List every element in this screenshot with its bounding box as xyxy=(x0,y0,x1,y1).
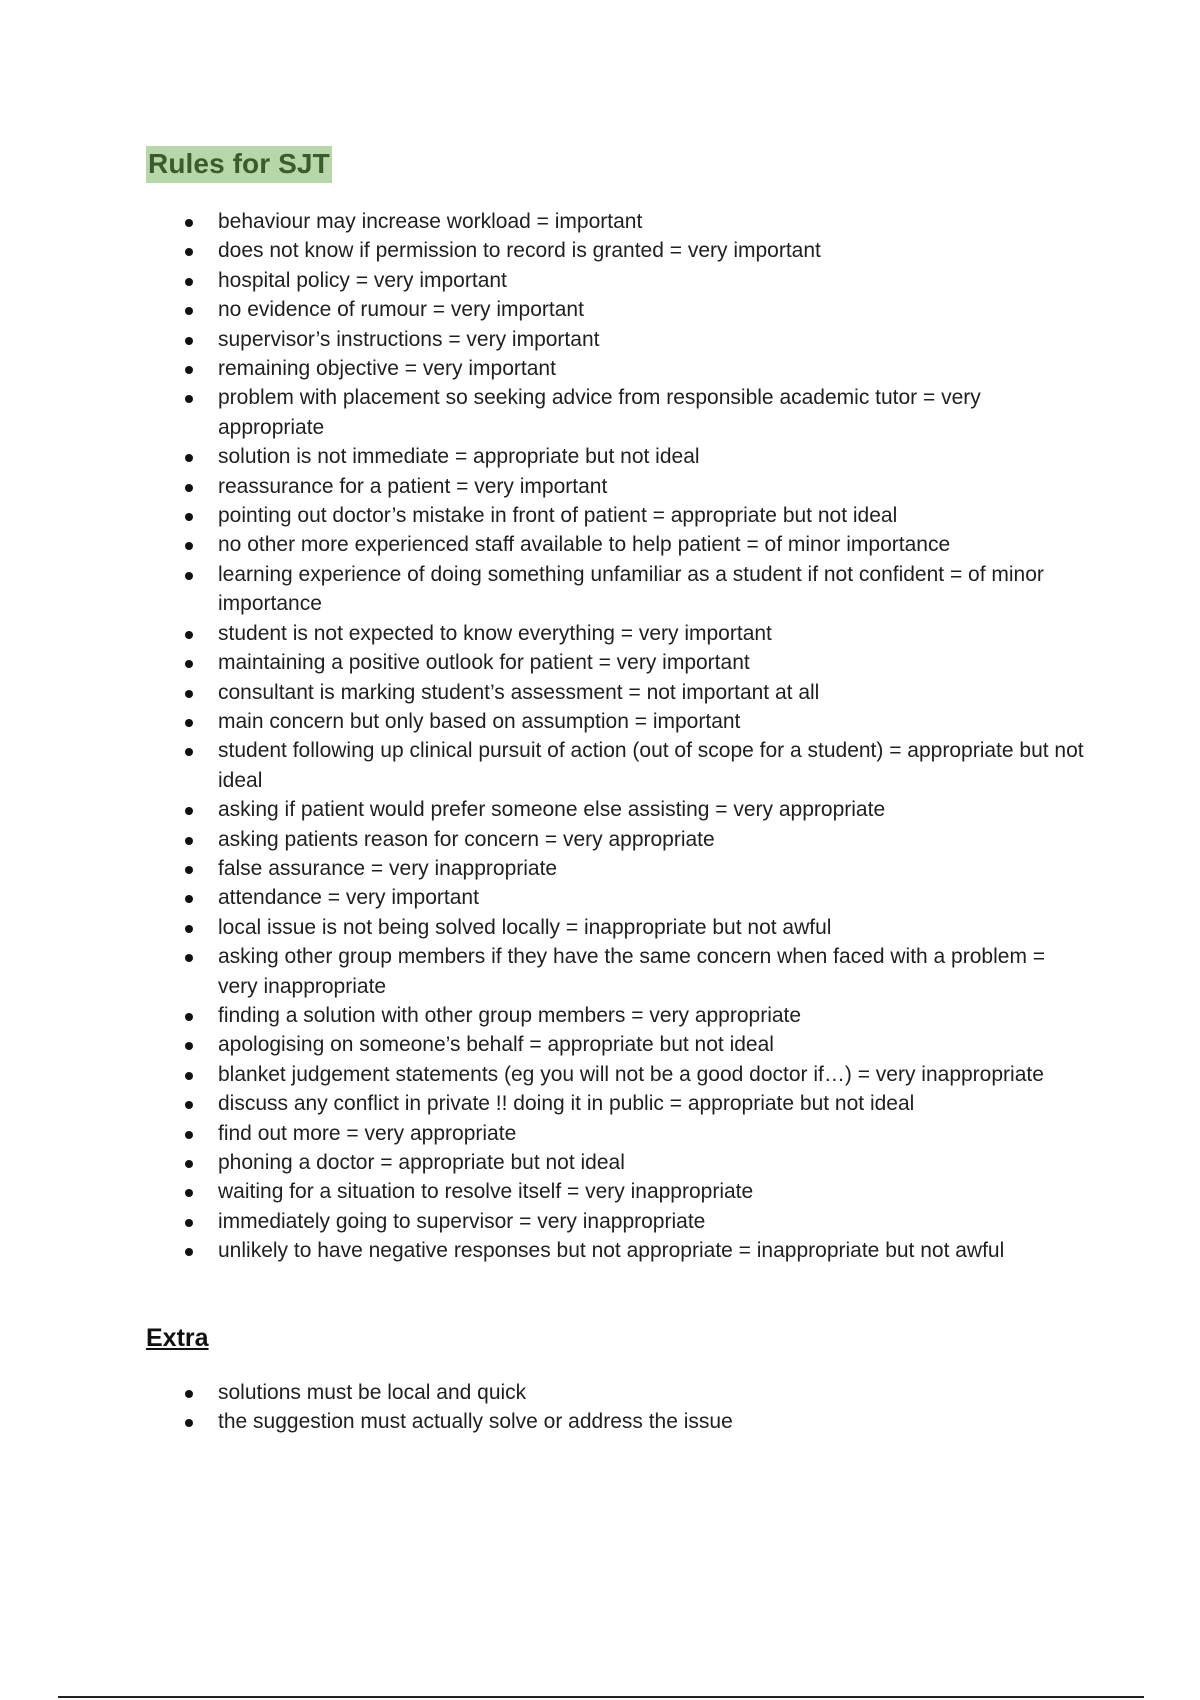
list-item-text: find out more = very appropriate xyxy=(218,1121,517,1145)
list-item-text: supervisor’s instructions = very important xyxy=(218,327,600,351)
rule-list-item xyxy=(146,354,1086,383)
list-item-text: student is not expected to know everything = very important xyxy=(218,621,772,645)
list-item-text: maintaining a positive outlook for patient = very important xyxy=(218,651,750,675)
bullet-icon xyxy=(185,366,193,374)
rule-list-item xyxy=(146,619,1086,648)
list-item-text: apologising on someone’s behalf = appropriate but not ideal xyxy=(218,1033,774,1057)
rule-list-item xyxy=(146,1207,1086,1236)
bullet-icon xyxy=(185,572,193,580)
rule-list-item xyxy=(146,1148,1086,1177)
bottom-divider xyxy=(58,1696,1144,1698)
list-item-text: problem with placement so seeking advice from responsible academic tutor = very appropriate xyxy=(218,386,981,439)
list-item-text: no evidence of rumour = very important xyxy=(218,298,584,322)
rule-list-item xyxy=(146,530,1086,559)
rule-list-item xyxy=(146,648,1086,677)
rule-list-item xyxy=(146,1030,1086,1059)
bullet-icon xyxy=(185,1248,193,1256)
bullet-icon xyxy=(185,307,193,315)
bullet-icon xyxy=(185,248,193,256)
list-item-text: blanket judgement statements (eg you will not be a good doctor if…) = very inappropriate xyxy=(218,1062,1044,1086)
rule-list-item xyxy=(146,1236,1086,1265)
list-item-text: solution is not immediate = appropriate but not ideal xyxy=(218,445,700,469)
rule-list-item xyxy=(146,1060,1086,1089)
bullet-icon xyxy=(185,925,193,933)
list-item-text: immediately going to supervisor = very inappropriate xyxy=(218,1209,706,1233)
bullet-icon xyxy=(185,866,193,874)
list-item-text: hospital policy = very important xyxy=(218,268,507,292)
rule-list-item xyxy=(146,383,1086,442)
rule-list-item xyxy=(146,707,1086,736)
list-item-text: behaviour may increase workload = important xyxy=(218,210,643,233)
bullet-icon xyxy=(185,1189,193,1197)
list-item-text: consultant is marking student’s assessment = not important at all xyxy=(218,680,820,704)
list-item-text: remaining objective = very important xyxy=(218,357,556,381)
bullet-icon xyxy=(185,1013,193,1021)
bullet-icon xyxy=(185,484,193,492)
bullet-icon xyxy=(185,1419,193,1427)
bullet-icon xyxy=(185,454,193,462)
rule-list-item xyxy=(146,736,1086,795)
bullet-icon xyxy=(185,1072,193,1080)
bullet-icon xyxy=(185,1101,193,1109)
rule-list-item xyxy=(146,472,1086,501)
bullet-icon xyxy=(185,337,193,345)
bullet-icon xyxy=(185,690,193,698)
list-item-text: waiting for a situation to resolve itself = very inappropriate xyxy=(218,1180,754,1204)
bullet-icon xyxy=(185,660,193,668)
bullet-icon xyxy=(185,719,193,727)
bullet-icon xyxy=(185,807,193,815)
extra-heading: Extra xyxy=(146,1324,209,1352)
list-item-text: attendance = very important xyxy=(218,886,479,910)
bullet-icon xyxy=(185,395,193,403)
bullet-icon xyxy=(185,837,193,845)
list-item-text: unlikely to have negative responses but not appropriate = inappropriate but not awful xyxy=(218,1239,1005,1263)
bullet-icon xyxy=(185,219,193,227)
list-item-text: pointing out doctor’s mistake in front of patient = appropriate but not ideal xyxy=(218,504,898,528)
rule-list-item xyxy=(146,442,1086,471)
rule-list-item xyxy=(146,207,1086,236)
rule-list-item xyxy=(146,795,1086,824)
rule-list-item xyxy=(146,883,1086,912)
bullet-icon xyxy=(185,1390,193,1398)
rule-list-item xyxy=(146,913,1086,942)
extra-list xyxy=(146,1378,1086,1437)
bullet-icon xyxy=(185,542,193,550)
rule-list-item xyxy=(146,854,1086,883)
bullet-icon xyxy=(185,1160,193,1168)
list-item-text: solutions must be local and quick xyxy=(218,1381,527,1404)
page-title: Rules for SJT xyxy=(146,146,332,183)
rule-list-item xyxy=(146,295,1086,324)
list-item-text: asking patients reason for concern = very appropriate xyxy=(218,827,715,851)
bullet-icon xyxy=(185,895,193,903)
bullet-icon xyxy=(185,954,193,962)
extra-list-item xyxy=(146,1407,1086,1436)
list-item-text: the suggestion must actually solve or address the issue xyxy=(218,1410,733,1434)
rule-list-item xyxy=(146,266,1086,295)
rule-list-item xyxy=(146,1089,1086,1118)
rule-list-item xyxy=(146,560,1086,619)
bullet-icon xyxy=(185,631,193,639)
rule-list-item xyxy=(146,1001,1086,1030)
list-item-text: reassurance for a patient = very important xyxy=(218,474,608,498)
list-item-text: discuss any conflict in private !! doing it in public = appropriate but not ideal xyxy=(218,1092,915,1116)
rule-list-item xyxy=(146,325,1086,354)
list-item-text: no other more experienced staff available to help patient = of minor importance xyxy=(218,533,951,557)
list-item-text: student following up clinical pursuit of action (out of scope for a student) = appropriate but not ideal xyxy=(218,739,1084,792)
rule-list-item xyxy=(146,1177,1086,1206)
bullet-icon xyxy=(185,513,193,521)
list-item-text: main concern but only based on assumption = important xyxy=(218,709,741,733)
bullet-icon xyxy=(185,1219,193,1227)
rule-list-item xyxy=(146,942,1086,1001)
rule-list-item xyxy=(146,825,1086,854)
list-item-text: does not know if permission to record is granted = very important xyxy=(218,239,821,263)
list-item-text: false assurance = very inappropriate xyxy=(218,856,558,880)
list-item-text: finding a solution with other group members = very appropriate xyxy=(218,1003,802,1027)
bullet-icon xyxy=(185,1131,193,1139)
list-item-text: asking other group members if they have the same concern when faced with a problem = very inappropriate xyxy=(218,945,1046,998)
rules-list xyxy=(146,207,1086,1266)
bullet-icon xyxy=(185,748,193,756)
rule-list-item xyxy=(146,678,1086,707)
rule-list-item xyxy=(146,1119,1086,1148)
bullet-icon xyxy=(185,1042,193,1050)
extra-list-item xyxy=(146,1378,1086,1407)
bullet-icon xyxy=(185,278,193,286)
rule-list-item xyxy=(146,501,1086,530)
list-item-text: asking if patient would prefer someone else assisting = very appropriate xyxy=(218,798,886,822)
list-item-text: phoning a doctor = appropriate but not ideal xyxy=(218,1151,625,1174)
list-item-text: local issue is not being solved locally = inappropriate but not awful xyxy=(218,915,832,939)
list-item-text: learning experience of doing something unfamiliar as a student if not confident = of minor importance xyxy=(218,562,1044,616)
rule-list-item xyxy=(146,236,1086,265)
